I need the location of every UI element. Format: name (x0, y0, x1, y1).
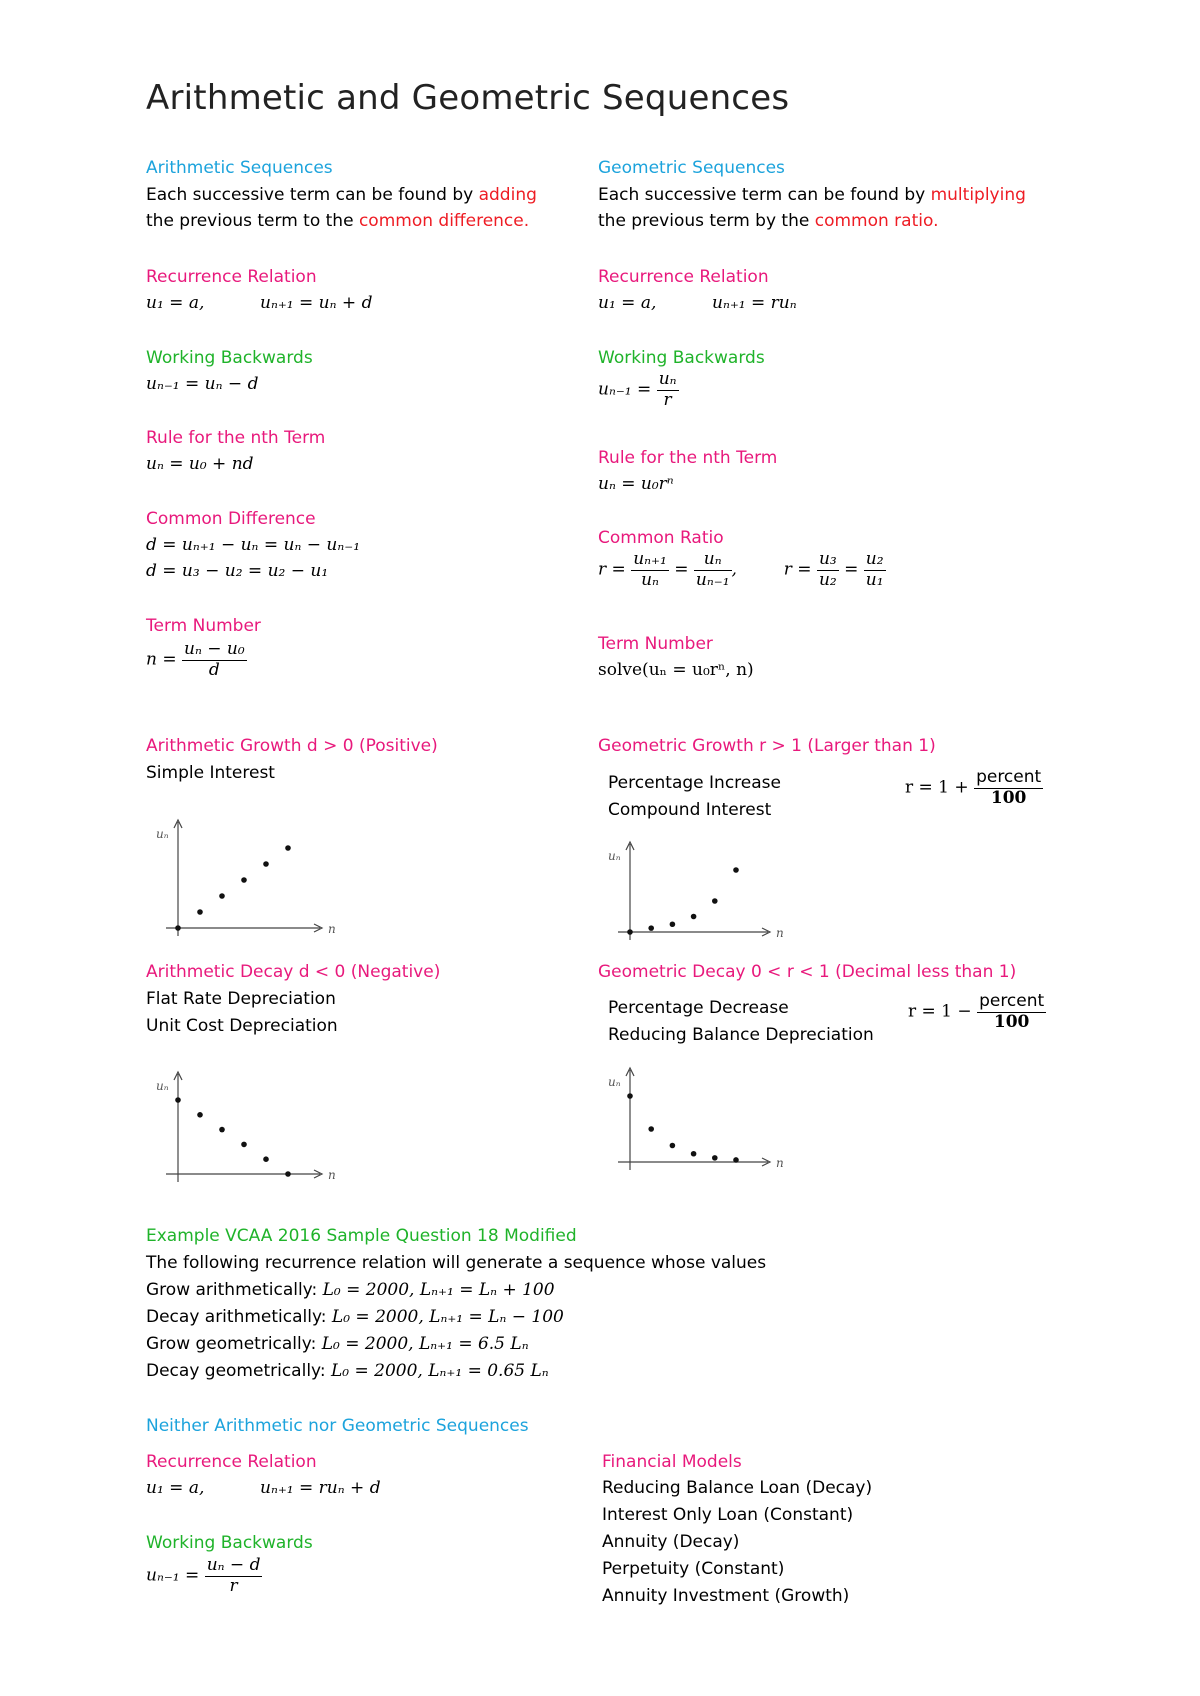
geo-growth-text-2: Compound Interest (608, 800, 772, 820)
data-point (285, 1171, 291, 1177)
data-point (648, 925, 654, 931)
arith-tn-formula: n = $\frac{\text{uₙ − u₀}}{d}$ (146, 639, 245, 680)
geo-cr-heading: Common Ratio (598, 528, 724, 548)
y-axis-label: uₙ (156, 827, 169, 841)
data-point (627, 929, 633, 935)
data-point (691, 914, 697, 920)
arith-growth-heading: Arithmetic Growth d > 0 (Positive) (146, 736, 438, 756)
arith-growth-text: Simple Interest (146, 763, 275, 783)
arith-growth-plot (150, 810, 340, 940)
arith-decay-plot (150, 1062, 340, 1186)
arith-rec-heading: Recurrence Relation (146, 267, 317, 287)
fm-item: Reducing Balance Loan (Decay) (602, 1478, 873, 1498)
data-point (175, 925, 181, 931)
x-axis-label: n (328, 922, 336, 936)
fm-item: Annuity Investment (Growth) (602, 1586, 850, 1606)
arith-heading: Arithmetic Sequences (146, 158, 333, 178)
data-point (691, 1151, 697, 1157)
neither-rec-formula-2: uₙ₊₁ = ruₙ + d (260, 1478, 381, 1498)
geo-rule-heading: Rule for the nth Term (598, 448, 778, 468)
geo-wb-formula: uₙ₋₁ = $\frac{\text{uₙ}}{r}$ (598, 369, 677, 410)
geo-desc-line2: the previous term by the common ratio. (598, 211, 939, 231)
arith-tn-heading: Term Number (146, 616, 261, 636)
geo-decay-heading: Geometric Decay 0 < r < 1 (Decimal less than 1) (598, 962, 1017, 982)
page-title: Arithmetic and Geometric Sequences (146, 78, 790, 118)
geo-rec-heading: Recurrence Relation (598, 267, 769, 287)
geo-tn-formula: solve(uₙ = u₀rⁿ, n) (598, 660, 754, 680)
geo-cr-formula: r = $\frac{\text{uₙ₊₁}}{\text{uₙ}}$ = $\frac{\text{uₙ}}{\text{uₙ₋₁}}$ , r = $\frac{\text{u₃}}{\text{u₂}}$ = $\frac{\text{u₂}}{\text{u₁}}$ (598, 549, 884, 590)
geo-rule-formula: uₙ = u₀rⁿ (598, 474, 674, 494)
geo-desc-line1: Each successive term can be found by multiplying (598, 185, 1026, 205)
arith-desc-line2: the previous term to the common difference. (146, 211, 530, 231)
arith-desc-line1: Each successive term can be found by adding (146, 185, 537, 205)
data-point (241, 1142, 247, 1148)
arith-wb-formula: uₙ₋₁ = uₙ − d (146, 374, 259, 394)
geo-decay-formula: r = 1 − $\frac{\text{percent}}{100}$ (908, 991, 1045, 1032)
data-point (197, 1112, 203, 1118)
arith-rule-heading: Rule for the nth Term (146, 428, 326, 448)
geo-growth-formula: r = 1 + $\frac{\text{percent}}{100}$ (905, 767, 1042, 808)
arith-cd-formula-2: d = u₃ − u₂ = u₂ − u₁ (146, 561, 329, 581)
geo-growth-heading: Geometric Growth r > 1 (Larger than 1) (598, 736, 936, 756)
x-axis-label: n (776, 1156, 784, 1170)
data-point (241, 877, 247, 883)
fm-heading: Financial Models (602, 1452, 742, 1472)
data-point (263, 1156, 269, 1162)
geo-decay-plot (598, 1058, 788, 1174)
fm-item: Perpetuity (Constant) (602, 1559, 785, 1579)
y-axis-label: uₙ (608, 1075, 621, 1089)
example-line-0: The following recurrence relation will generate a sequence whose values (146, 1253, 767, 1273)
y-axis-label: uₙ (156, 1079, 169, 1093)
example-heading: Example VCAA 2016 Sample Question 18 Modified (146, 1226, 577, 1246)
arith-rule-formula: uₙ = u₀ + nd (146, 454, 254, 474)
fm-item: Interest Only Loan (Constant) (602, 1505, 854, 1525)
geo-rec-formula-1: u₁ = a, (598, 293, 657, 313)
data-point (219, 893, 225, 899)
data-point (670, 921, 676, 927)
example-line-2: Decay arithmetically: L₀ = 2000, Lₙ₊₁ = Lₙ − 100 (146, 1307, 564, 1327)
data-point (712, 898, 718, 904)
data-point (627, 1093, 633, 1099)
arith-rec-formula-1: u₁ = a, (146, 293, 205, 313)
fm-item: Annuity (Decay) (602, 1532, 740, 1552)
neither-rec-formula-1: u₁ = a, (146, 1478, 205, 1498)
data-point (285, 845, 291, 851)
data-point (648, 1126, 654, 1132)
data-point (263, 861, 269, 867)
arith-rec-formula-2: uₙ₊₁ = uₙ + d (260, 293, 373, 313)
example-line-3: Grow geometrically: L₀ = 2000, Lₙ₊₁ = 6.5 Lₙ (146, 1334, 529, 1354)
geo-growth-plot (598, 832, 788, 944)
arith-decay-heading: Arithmetic Decay d < 0 (Negative) (146, 962, 441, 982)
geo-heading: Geometric Sequences (598, 158, 785, 178)
data-point (175, 1097, 181, 1103)
arith-cd-formula-1: d = uₙ₊₁ − uₙ = uₙ − uₙ₋₁ (146, 535, 361, 555)
data-point (197, 909, 203, 915)
data-point (733, 1157, 739, 1163)
neither-wb-heading: Working Backwards (146, 1533, 313, 1553)
y-axis-label: uₙ (608, 849, 621, 863)
geo-decay-text-1: Percentage Decrease (608, 998, 789, 1018)
example-line-1: Grow arithmetically: L₀ = 2000, Lₙ₊₁ = Lₙ + 100 (146, 1280, 555, 1300)
geo-decay-text-2: Reducing Balance Depreciation (608, 1025, 874, 1045)
arith-wb-heading: Working Backwards (146, 348, 313, 368)
neither-wb-formula: uₙ₋₁ = $\frac{\text{uₙ − d}}{r}$ (146, 1555, 261, 1596)
geo-wb-heading: Working Backwards (598, 348, 765, 368)
neither-heading: Neither Arithmetic nor Geometric Sequences (146, 1416, 529, 1436)
geo-rec-formula-2: uₙ₊₁ = ruₙ (712, 293, 797, 313)
data-point (219, 1127, 225, 1133)
data-point (670, 1143, 676, 1149)
arith-cd-heading: Common Difference (146, 509, 316, 529)
geo-growth-text-1: Percentage Increase (608, 773, 781, 793)
geo-tn-heading: Term Number (598, 634, 713, 654)
data-point (733, 867, 739, 873)
arith-decay-text-2: Unit Cost Depreciation (146, 1016, 338, 1036)
neither-rec-heading: Recurrence Relation (146, 1452, 317, 1472)
example-line-4: Decay geometrically: L₀ = 2000, Lₙ₊₁ = 0.65 Lₙ (146, 1361, 549, 1381)
arith-decay-text-1: Flat Rate Depreciation (146, 989, 336, 1009)
x-axis-label: n (328, 1168, 336, 1182)
data-point (712, 1155, 718, 1161)
x-axis-label: n (776, 926, 784, 940)
